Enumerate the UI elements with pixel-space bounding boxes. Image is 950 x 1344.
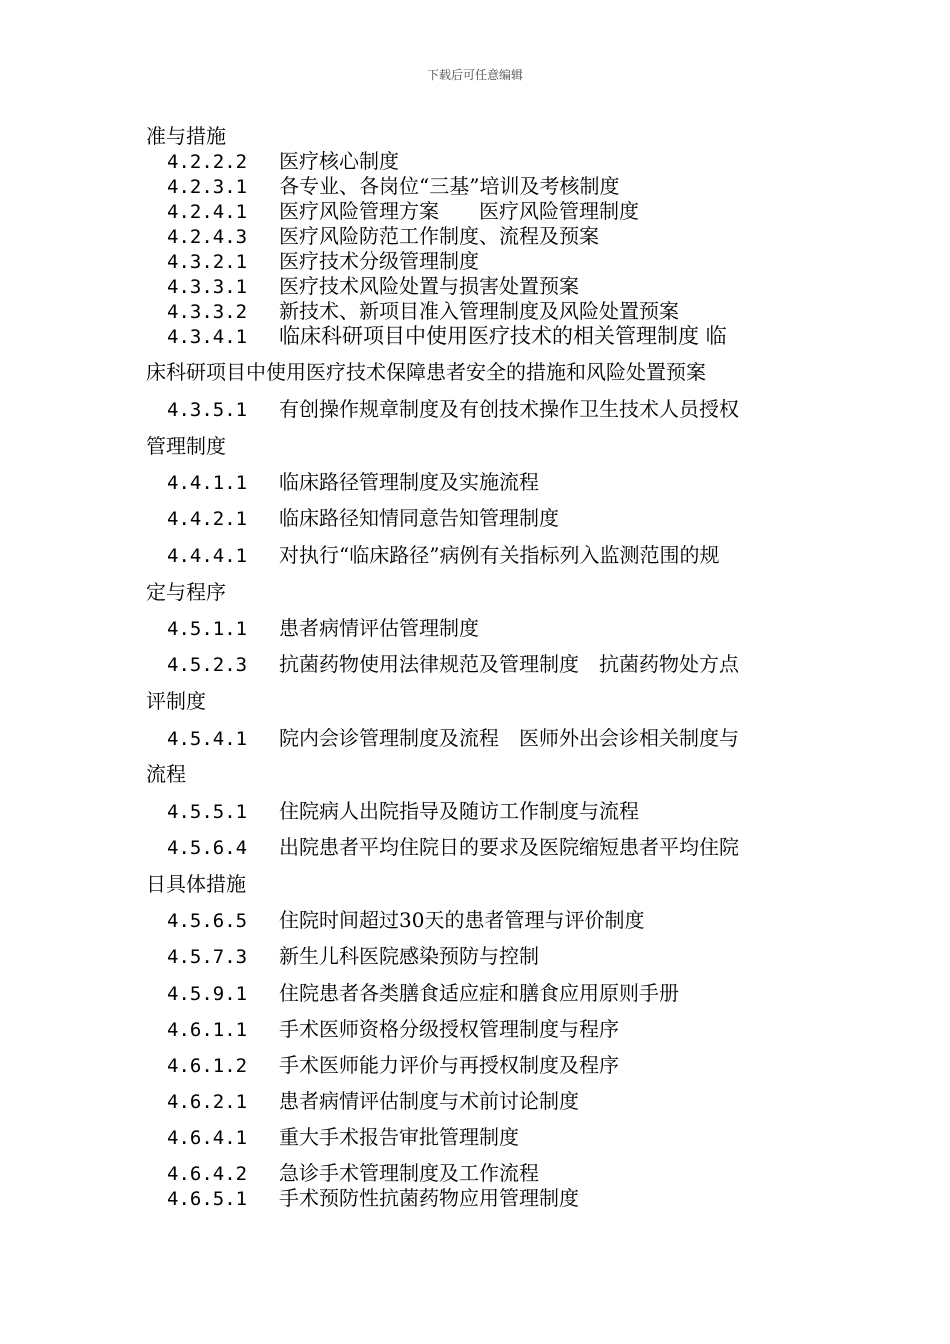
text-line: 4.3.5.1 有创操作规章制度及有创技术操作卫生技术人员授权 <box>167 397 739 421</box>
text-line: 4.5.2.3 抗菌药物使用法律规范及管理制度 抗菌药物处方点 <box>167 652 739 676</box>
text-line: 4.3.3.2 新技术、新项目准入管理制度及风险处置预案 <box>167 299 679 323</box>
text-line: 床科研项目中使用医疗技术保障患者安全的措施和风险处置预案 <box>146 360 706 384</box>
text-line: 4.5.4.1 院内会诊管理制度及流程 医师外出会诊相关制度与 <box>167 726 739 750</box>
text-line: 4.3.3.1 医疗技术风险处置与损害处置预案 <box>167 274 579 298</box>
text-line: 日具体措施 <box>146 872 246 896</box>
text-line: 定与程序 <box>146 580 226 604</box>
text-line: 4.2.3.1 各专业、各岗位“三基”培训及考核制度 <box>167 174 620 198</box>
text-line: 4.6.4.2 急诊手术管理制度及工作流程 <box>167 1161 539 1185</box>
text-line: 4.6.5.1 手术预防性抗菌药物应用管理制度 <box>167 1186 579 1210</box>
text-line: 4.6.1.1 手术医师资格分级授权管理制度与程序 <box>167 1017 619 1041</box>
page-header: 下载后可任意编辑 <box>426 68 523 82</box>
text-line: 4.6.1.2 手术医师能力评价与再授权制度及程序 <box>167 1053 619 1077</box>
text-line: 4.2.4.3 医疗风险防范工作制度、流程及预案 <box>167 224 599 248</box>
text-line: 4.6.4.1 重大手术报告审批管理制度 <box>167 1125 519 1149</box>
text-line: 4.5.9.1 住院患者各类膳食适应症和膳食应用原则手册 <box>167 981 679 1005</box>
text-line: 4.4.1.1 临床路径管理制度及实施流程 <box>167 470 539 494</box>
text-line: 4.5.7.3 新生儿科医院感染预防与控制 <box>167 944 539 968</box>
text-line: 流程 <box>146 762 186 786</box>
text-line: 4.2.4.1 医疗风险管理方案 医疗风险管理制度 <box>167 199 639 223</box>
text-line: 4.5.6.5 住院时间超过30天的患者管理与评价制度 <box>167 908 645 932</box>
text-line: 4.5.6.4 出院患者平均住院日的要求及医院缩短患者平均住院 <box>167 835 739 859</box>
text-line: 4.4.4.1 对执行“临床路径”病例有关指标列入监测范围的规 <box>167 543 720 567</box>
text-line: 4.6.2.1 患者病情评估制度与术前讨论制度 <box>167 1089 579 1113</box>
text-line: 4.2.2.2 医疗核心制度 <box>167 149 399 173</box>
text-line: 4.5.1.1 患者病情评估管理制度 <box>167 616 479 640</box>
text-line: 4.3.2.1 医疗技术分级管理制度 <box>167 249 479 273</box>
text-line: 准与措施 <box>146 124 226 148</box>
text-line: 4.3.4.1 临床科研项目中使用医疗技术的相关管理制度 临 <box>167 324 727 348</box>
text-line: 4.5.5.1 住院病人出院指导及随访工作制度与流程 <box>167 799 639 823</box>
text-line: 4.4.2.1 临床路径知情同意告知管理制度 <box>167 506 559 530</box>
text-line: 管理制度 <box>146 434 226 458</box>
text-line: 评制度 <box>146 689 206 713</box>
